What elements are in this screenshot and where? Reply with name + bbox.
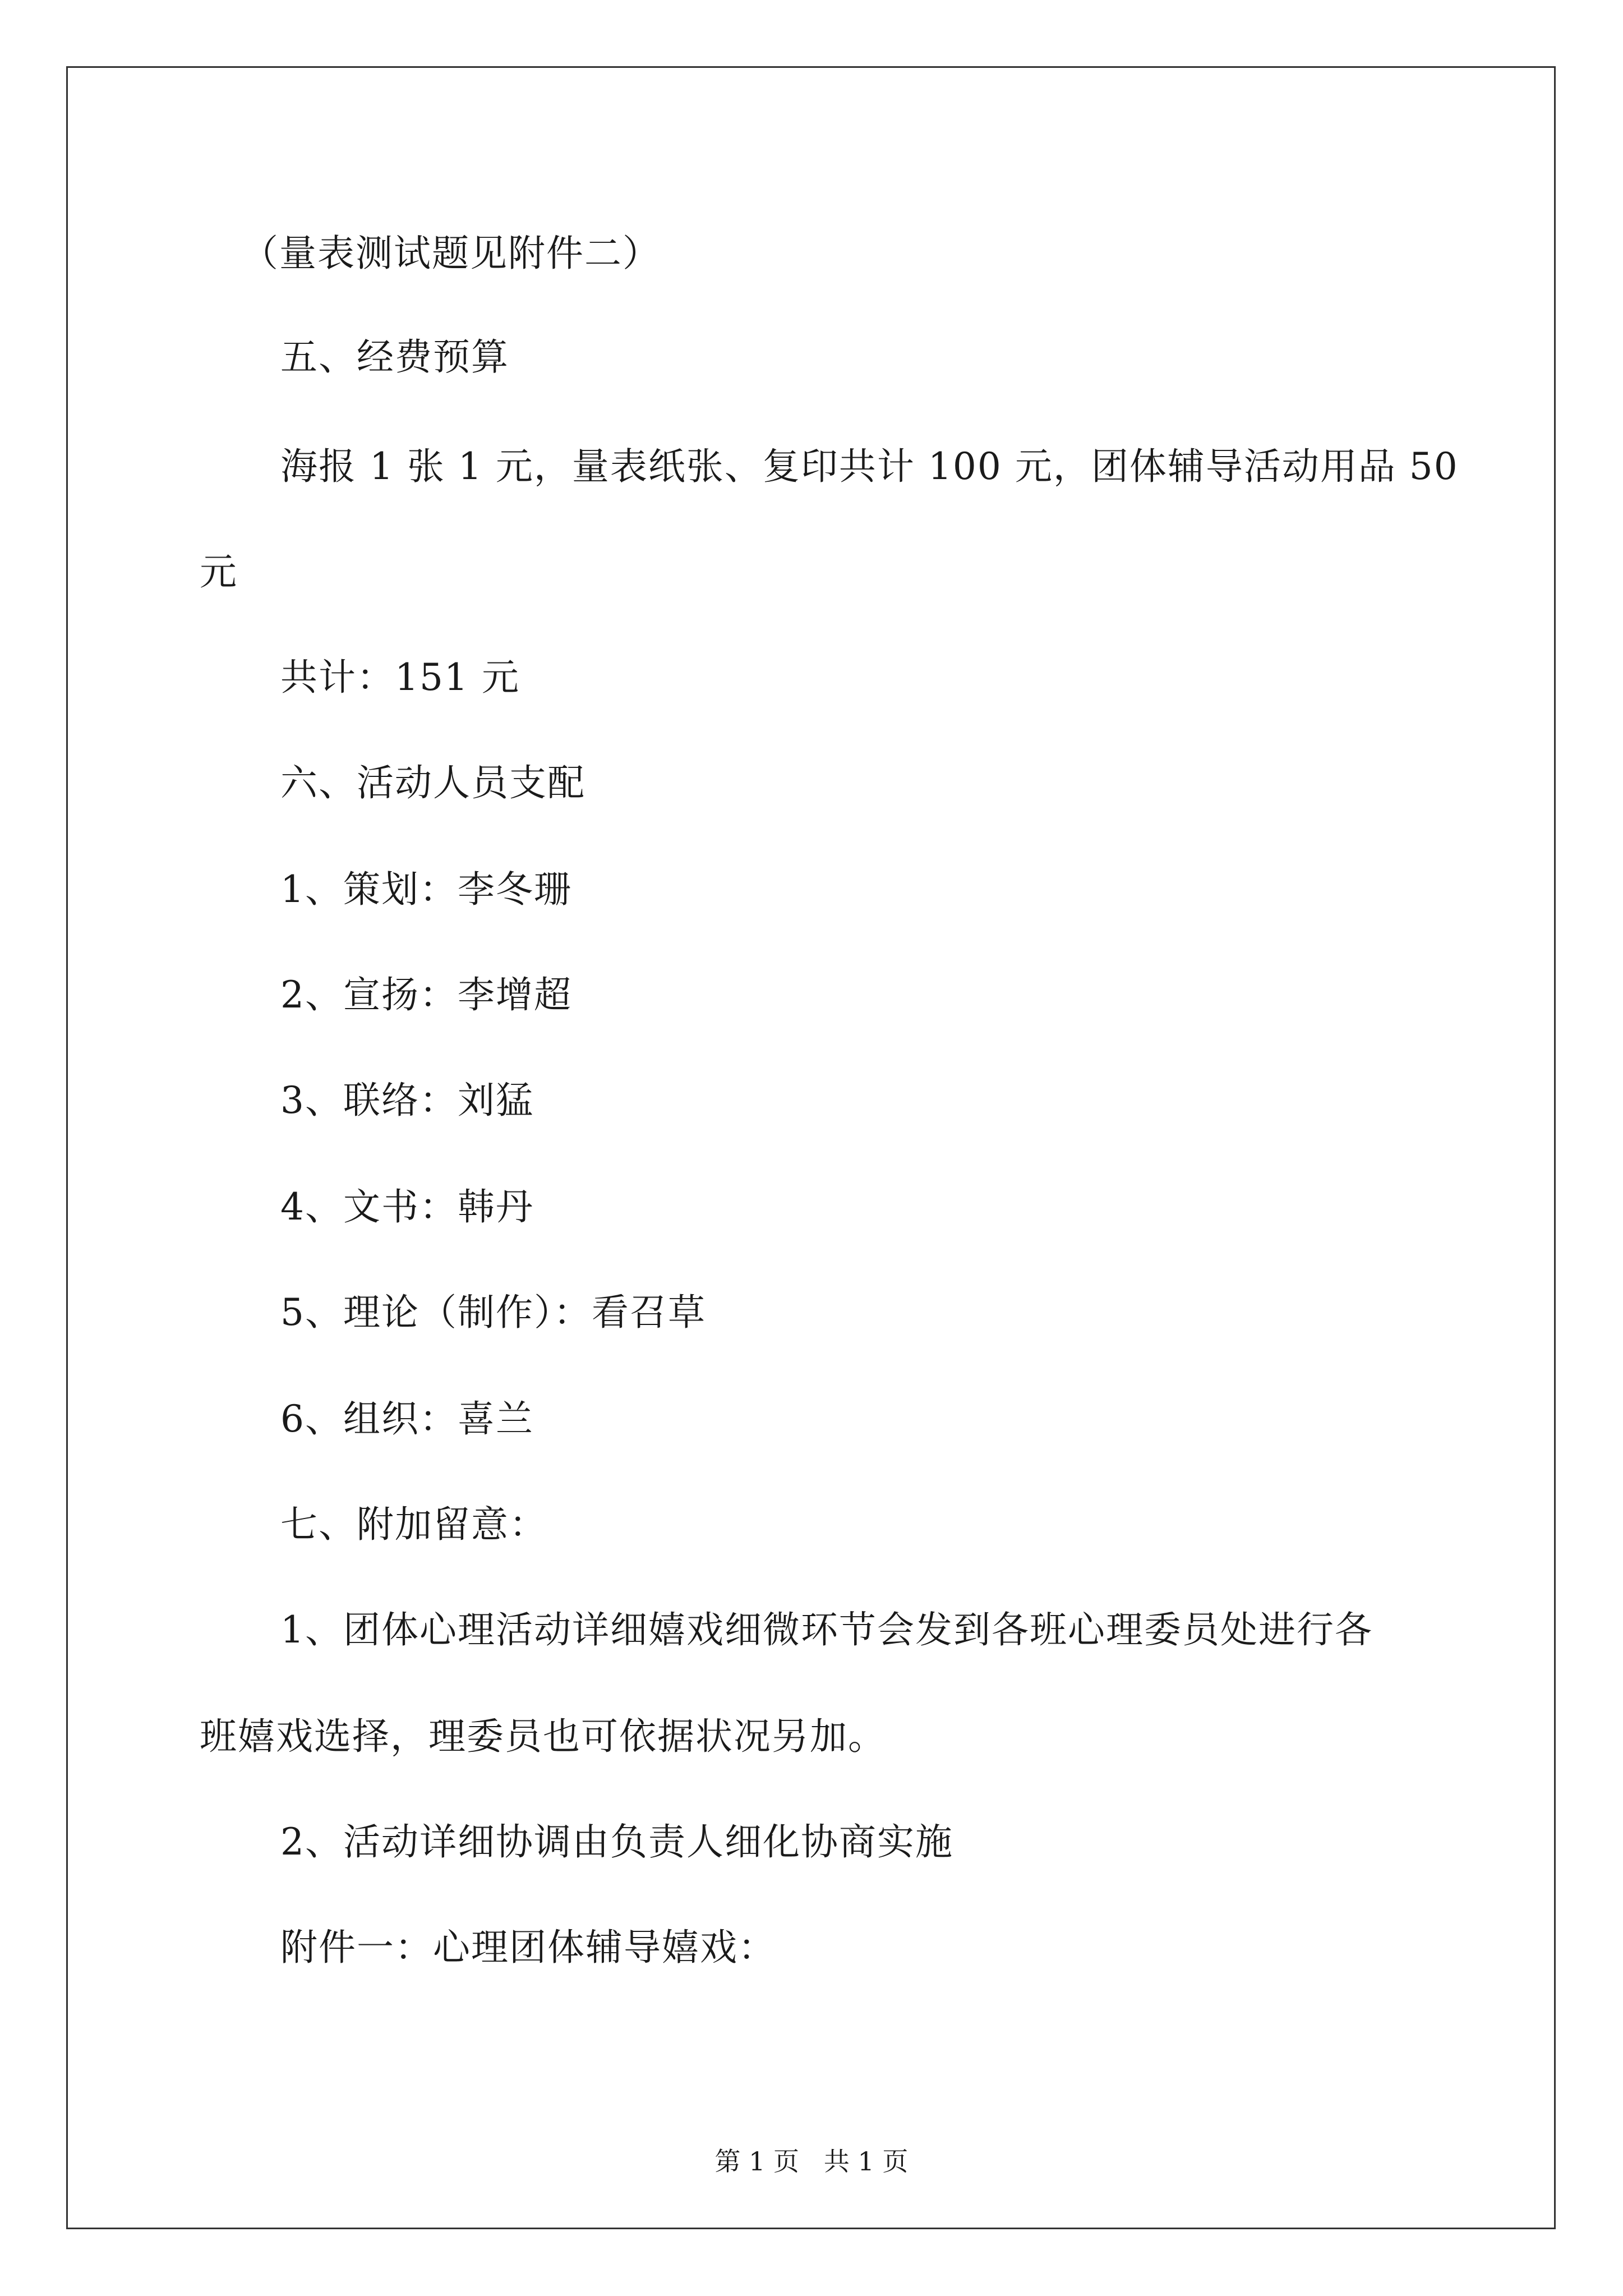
staff-item-publicity: 2、宣扬：李增超 (280, 973, 572, 1016)
paragraph-scale-note: （量表测试题见附件二） (241, 232, 661, 275)
note-item-1-cont: 班嬉戏选择，理委员也可依据状况另加。 (200, 1715, 886, 1758)
heading-notes: 七、附加留意： (280, 1503, 547, 1546)
heading-budget: 五、经费预算 (280, 335, 509, 379)
paragraph-budget-items-cont: 元 (200, 550, 238, 593)
staff-item-planning: 1、策划：李冬珊 (280, 868, 572, 911)
heading-staff: 六、活动人员支配 (280, 761, 585, 804)
note-item-2: 2、活动详细协调由负责人细化协商实施 (280, 1820, 953, 1864)
paragraph-budget-items: 海报 1 张 1 元，量表纸张、复印共计 100 元，团体辅导活动用品 50 (280, 445, 1459, 488)
paragraph-budget-total: 共计：151 元 (280, 656, 520, 699)
heading-appendix-one: 附件一：心理团体辅导嬉戏： (280, 1926, 776, 1969)
page-footer: 第 1 页 共 1 页 (714, 2146, 909, 2177)
staff-item-theory: 5、理论（制作）：看召草 (280, 1291, 706, 1334)
page-border (66, 66, 1556, 2229)
staff-item-liaison: 3、联络：刘猛 (280, 1079, 534, 1122)
note-item-1: 1、团体心理活动详细嬉戏细微环节会发到各班心理委员处进行各 (280, 1608, 1373, 1651)
staff-item-clerk: 4、文书：韩丹 (280, 1185, 534, 1228)
staff-item-organization: 6、组织：喜兰 (280, 1397, 534, 1441)
